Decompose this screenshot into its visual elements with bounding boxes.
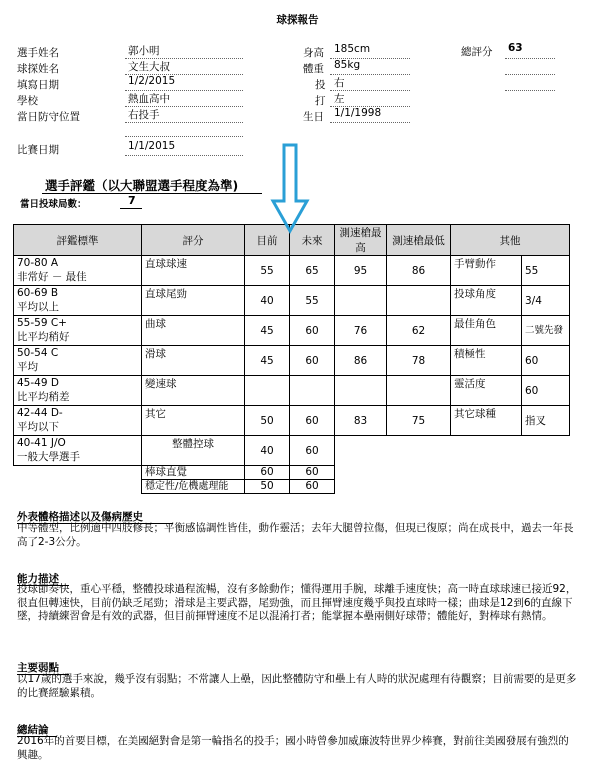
birthday-label: 生日 — [303, 111, 324, 123]
weakness-paragraph: 以17歲的選手來說，幾乎沒有弱點；不常讓人上壘，因此整體防守和壘上有人時的狀況處理有待觀察；目前需要的是更多的比賽經驗累積。 — [17, 673, 577, 699]
position-label: 當日防守位置 — [17, 111, 80, 123]
radar-min-cell: 78 — [387, 346, 451, 376]
header-radar-min: 測速槍最低 — [387, 225, 451, 256]
radar-min-cell — [387, 376, 451, 406]
position-value: 右投手 — [128, 109, 160, 121]
standard-range: 55-59 C+ — [17, 317, 67, 329]
weakness-heading: 主要弱點 — [17, 662, 59, 674]
now-cell: 45 — [245, 316, 290, 346]
table-row — [14, 346, 570, 376]
table-row — [14, 316, 570, 346]
header-future: 未來 — [290, 225, 335, 256]
physique-paragraph: 中等體型，比例適中四肢修長；平衡感協調性皆佳，動作靈活；去年大腿曾拉傷，但現已復原；尚在成長中，過去一年長高了2-3公分。 — [17, 522, 574, 548]
standard-range: 60-69 B — [17, 287, 59, 299]
other-label-cell: 手臂動作 — [451, 256, 522, 286]
scout-name-label: 球探姓名 — [17, 63, 59, 75]
table-row — [14, 376, 570, 406]
table-row — [14, 466, 570, 480]
innings-pitched-value: 7 — [128, 194, 136, 207]
header-now: 目前 — [245, 225, 290, 256]
standard-desc: 平均以下 — [17, 421, 59, 433]
bat-value: 左 — [334, 93, 345, 105]
total-score-extra-line-1 — [505, 74, 555, 75]
radar-min-cell: 86 — [387, 256, 451, 286]
standard-desc: 比平均稍差 — [17, 391, 70, 403]
item-cell: 變速球 — [142, 376, 245, 406]
table-row — [14, 480, 570, 494]
innings-pitched-label: 當日投球局數： — [20, 199, 87, 210]
future-cell: 60 — [290, 406, 335, 436]
report-title: 球探報告 — [276, 14, 319, 26]
standard-cell — [14, 256, 142, 286]
now-cell: 40 — [245, 286, 290, 316]
birthday-value: 1/1/1998 — [334, 107, 382, 119]
standard-desc: 平均 — [17, 361, 38, 373]
header-radar-max: 測速槍最高 — [335, 225, 387, 256]
radar-max-cell: 83 — [335, 406, 387, 436]
ability-paragraph: 投球節奏快，重心平穩，整體投球過程流暢，沒有多餘動作；懂得運用手腕，球離手速度快；高一時直球球速已接近92，很直但轉速快，目前仍缺乏尾勁；滑球是主要武器，尾勁強，而且揮臂速度幾乎與投直球時一樣；曲球是12到6的直線下墜，持續練習會是有效的武器，但目前揮臂速度不足以混淆打者；能掌握本壘兩側好球帶；體能好，對棒球有熱情。 — [17, 583, 577, 622]
radar-max-cell: 86 — [335, 346, 387, 376]
table-row — [14, 406, 570, 436]
other-value-cell: 60 — [522, 346, 570, 376]
standard-range: 70-80 A — [17, 257, 59, 269]
birthday-underline — [330, 122, 410, 123]
throw-value: 右 — [334, 77, 345, 89]
header-item: 評分 — [142, 225, 245, 256]
position-underline — [125, 122, 243, 123]
future-cell — [290, 376, 335, 406]
now-cell: 45 — [245, 346, 290, 376]
table-row — [14, 436, 570, 466]
other-label-cell: 最佳角色 — [451, 316, 522, 346]
future-cell: 60 — [290, 436, 335, 466]
standard-range: 45-49 D — [17, 377, 59, 389]
standard-desc: 比平均稍好 — [17, 331, 70, 343]
future-cell: 60 — [290, 346, 335, 376]
standard-desc: 非常好 － 最佳 — [17, 271, 87, 283]
other-value-cell: 二號先發 — [522, 316, 570, 346]
radar-max-cell: 95 — [335, 256, 387, 286]
future-cell: 60 — [290, 466, 335, 480]
innings-pitched-underline — [120, 208, 142, 209]
future-cell: 60 — [290, 480, 335, 494]
now-cell: 60 — [245, 466, 290, 480]
total-score-label: 總評分 — [461, 46, 493, 58]
future-cell: 60 — [290, 316, 335, 346]
standard-cell — [14, 376, 142, 406]
fill-date-value: 1/2/2015 — [128, 75, 176, 87]
bat-label: 打 — [315, 95, 326, 107]
header-standard: 評鑑標準 — [14, 225, 142, 256]
game-date-top-line — [125, 136, 243, 137]
other-value-cell: 指叉 — [522, 406, 570, 436]
weight-value: 85kg — [334, 59, 361, 71]
other-value-cell: 60 — [522, 376, 570, 406]
table-row — [14, 286, 570, 316]
standard-range: 40-41 J/O — [17, 437, 66, 449]
throw-label: 投 — [315, 79, 326, 91]
total-score-extra-line-2 — [505, 90, 555, 91]
future-cell: 55 — [290, 286, 335, 316]
other-label-cell: 投球角度 — [451, 286, 522, 316]
standard-cell — [14, 286, 142, 316]
fill-date-label: 填寫日期 — [17, 79, 59, 91]
now-cell: 50 — [245, 406, 290, 436]
item-cell: 直球尾勁 — [142, 286, 245, 316]
item-cell: 直球球速 — [142, 256, 245, 286]
total-score-value: 63 — [508, 42, 523, 54]
down-arrow-icon — [270, 143, 310, 235]
item-cell: 整體控球 — [142, 436, 245, 466]
height-label: 身高 — [303, 47, 324, 59]
physique-heading: 外表體格描述以及傷病歷史 — [17, 511, 143, 523]
standard-cell — [14, 406, 142, 436]
school-label: 學校 — [17, 95, 38, 107]
game-date-underline — [125, 155, 243, 156]
table-row — [14, 256, 570, 286]
school-value: 熱血高中 — [128, 93, 170, 105]
now-cell — [245, 376, 290, 406]
conclusion-heading: 總結論 — [17, 724, 49, 736]
radar-min-cell: 62 — [387, 316, 451, 346]
weight-label: 體重 — [303, 63, 324, 75]
standard-range: 50-54 C — [17, 347, 59, 359]
other-value-cell: 55 — [522, 256, 570, 286]
radar-max-cell — [335, 286, 387, 316]
player-name-value: 郭小明 — [128, 45, 160, 57]
player-name-label: 選手姓名 — [17, 47, 59, 59]
standard-range: 42-44 D- — [17, 407, 63, 419]
game-date-label: 比賽日期 — [17, 144, 59, 156]
conclusion-paragraph: 2016年的首要目標，在美國絕對會是第一輪指名的投手；國小時曾參加威廉波特世界少棒賽，對前往美國發展有強烈的興趣。 — [17, 735, 569, 761]
total-score-underline — [505, 58, 555, 59]
standard-cell — [14, 346, 142, 376]
evaluation-heading-underline — [42, 193, 262, 194]
future-cell: 65 — [290, 256, 335, 286]
evaluation-table — [13, 224, 570, 494]
standard-cell — [14, 436, 142, 466]
game-date-value: 1/1/2015 — [128, 140, 176, 152]
height-value: 185cm — [334, 43, 371, 55]
radar-min-cell: 75 — [387, 406, 451, 436]
other-label-cell: 靈活度 — [451, 376, 522, 406]
other-label-cell: 其它球種 — [451, 406, 522, 436]
other-value-cell: 3/4 — [522, 286, 570, 316]
now-cell: 55 — [245, 256, 290, 286]
item-cell: 滑球 — [142, 346, 245, 376]
radar-max-cell: 76 — [335, 316, 387, 346]
item-cell: 穩定性/危機處理能 — [142, 480, 245, 494]
item-cell: 曲球 — [142, 316, 245, 346]
item-cell: 棒球直覺 — [142, 466, 245, 480]
scout-name-value: 文生大叔 — [128, 61, 170, 73]
header-other: 其他 — [451, 225, 570, 256]
radar-max-cell — [335, 376, 387, 406]
evaluation-heading: 選手評鑑（以大聯盟選手程度為準) — [45, 178, 239, 193]
other-label-cell: 積極性 — [451, 346, 522, 376]
ability-heading: 能力描述 — [17, 573, 59, 585]
now-cell: 40 — [245, 436, 290, 466]
standard-cell — [14, 316, 142, 346]
now-cell: 50 — [245, 480, 290, 494]
radar-min-cell — [387, 286, 451, 316]
standard-desc: 一般大學選手 — [17, 451, 80, 463]
item-cell: 其它 — [142, 406, 245, 436]
standard-desc: 平均以上 — [17, 301, 59, 313]
